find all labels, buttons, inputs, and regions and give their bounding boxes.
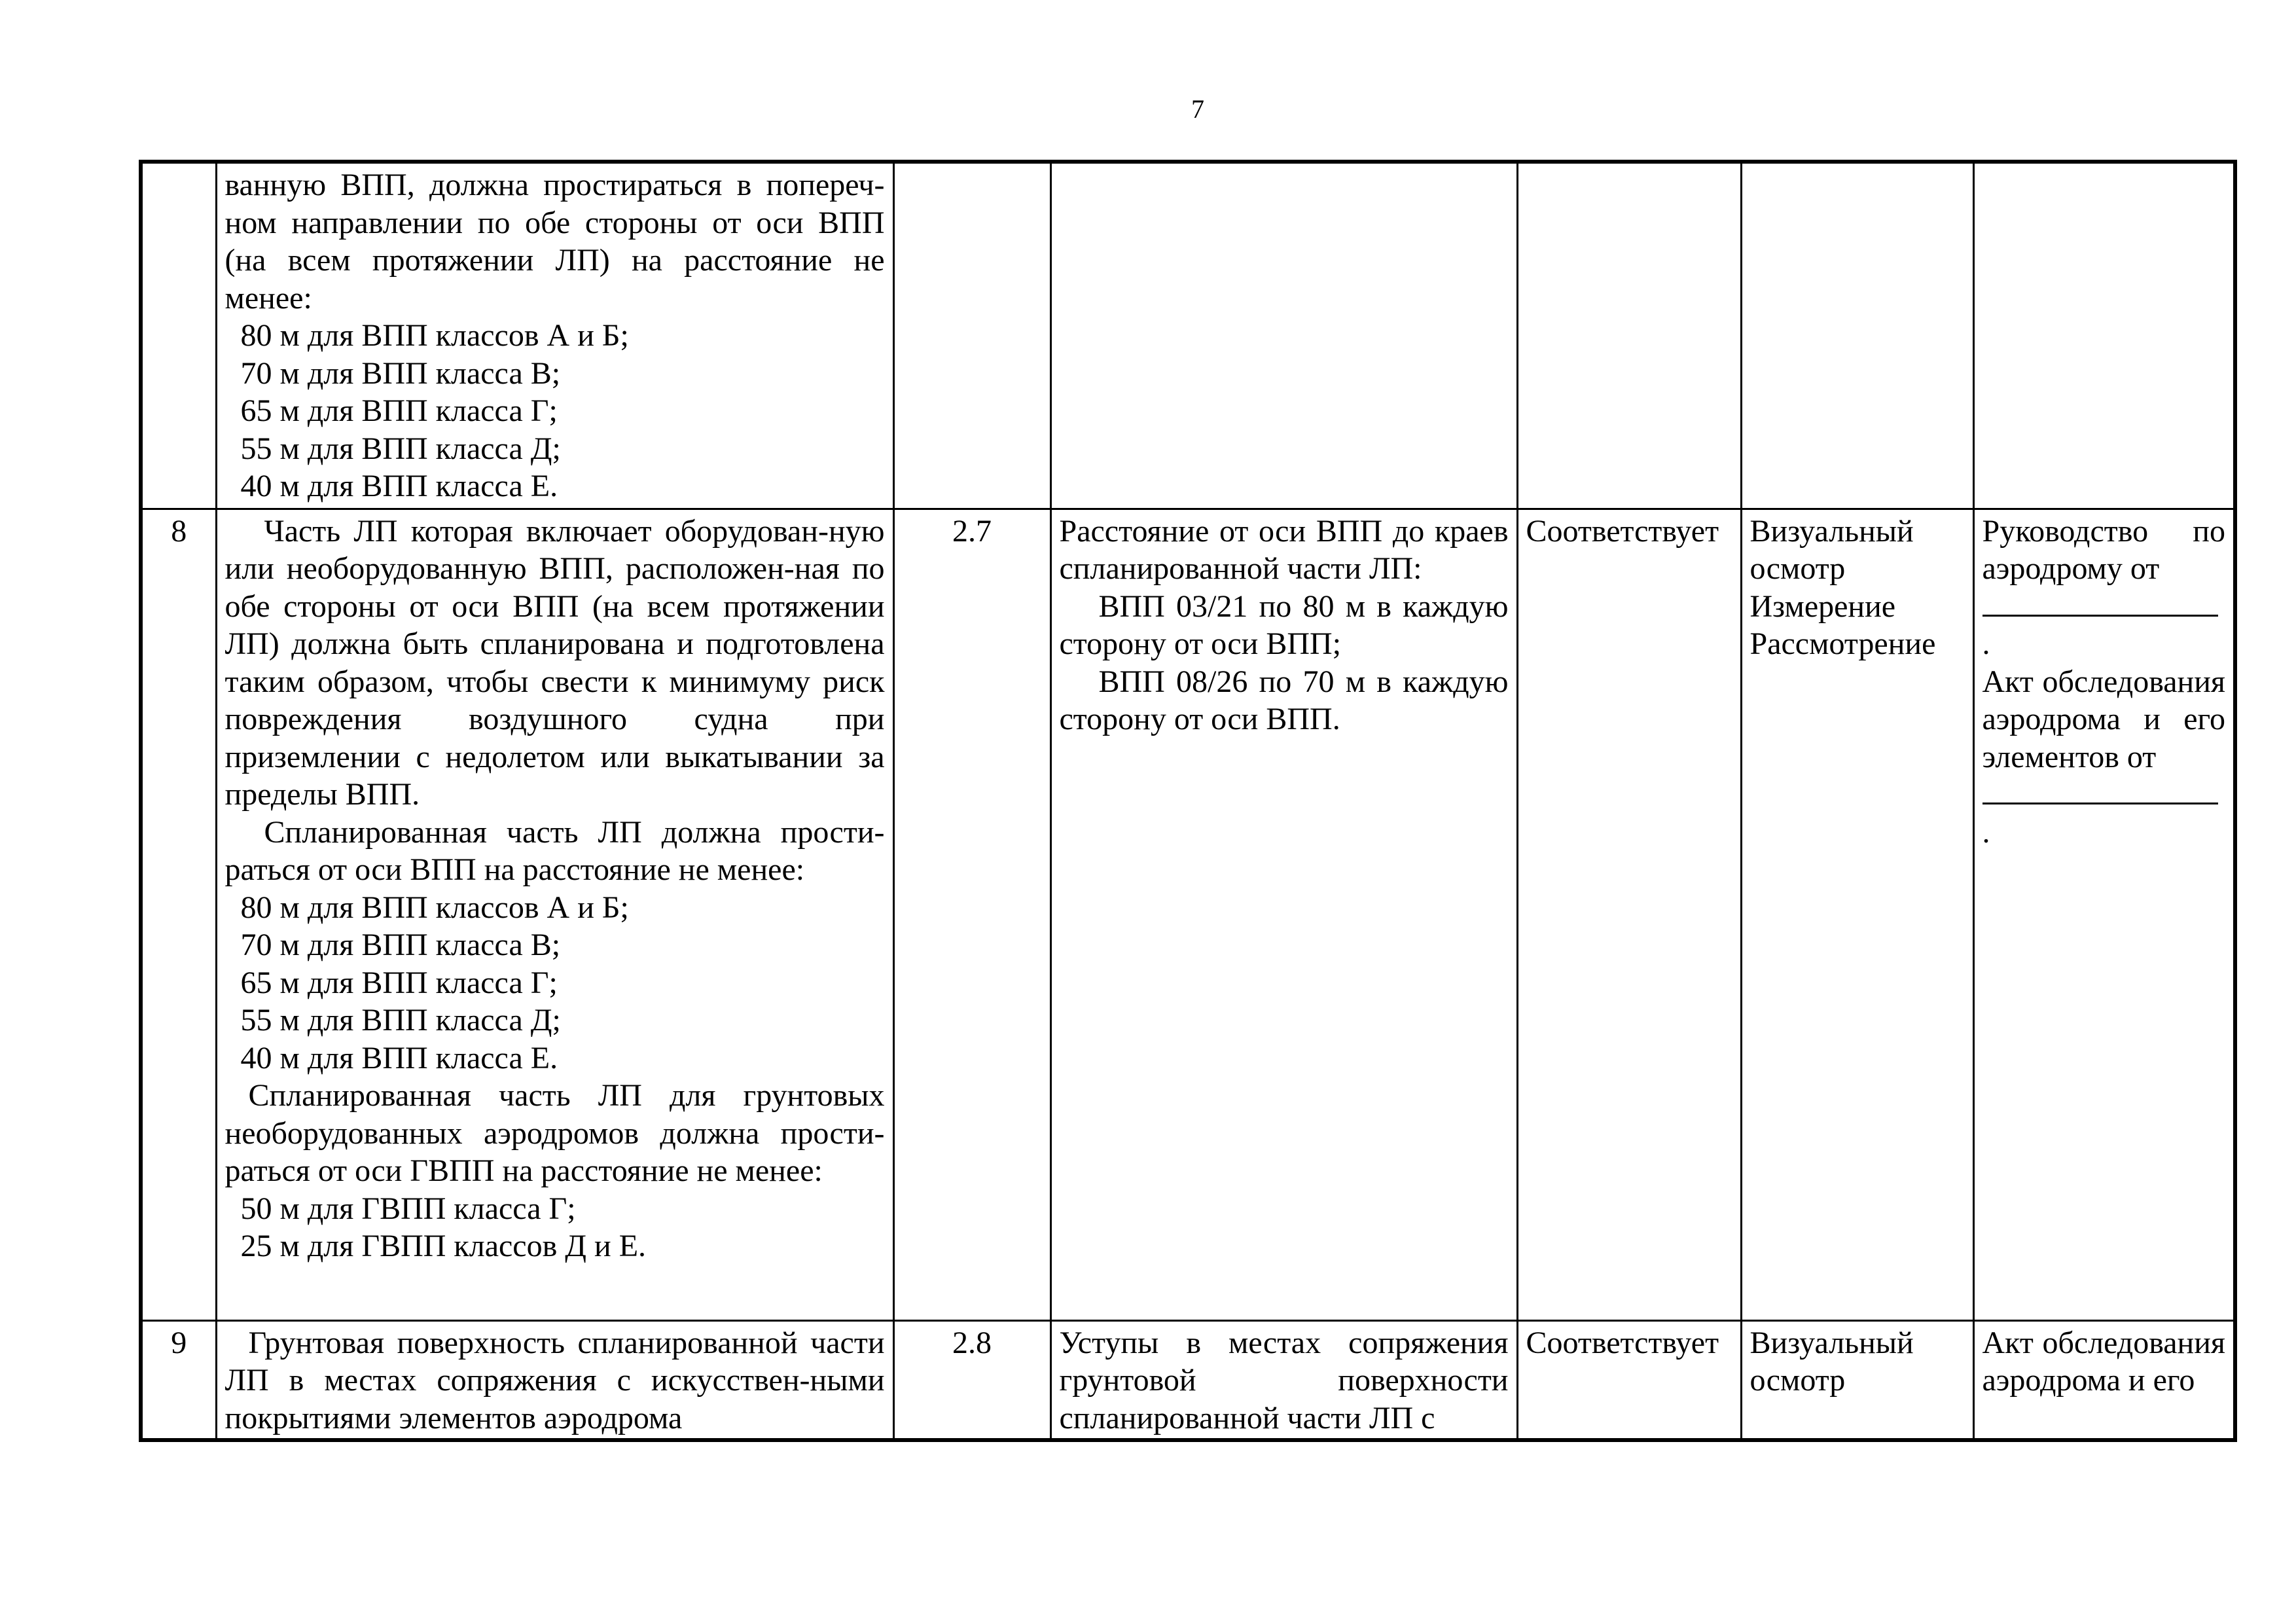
date-blank-line [1982, 776, 2218, 804]
table-row [141, 1320, 2235, 1440]
actual-cell [1050, 1320, 1517, 1440]
requirement-paragraph: Грунтовая поверхность спланированной части ЛП в местах сопряжения с искусствен-ными покрытиями элементов аэродрома [224, 1325, 885, 1435]
document-item: Руководство по аэродрому от . [1982, 513, 2225, 661]
clause-cell [893, 162, 1050, 509]
list-item: 70 м для ВПП класса В; [240, 928, 561, 962]
requirement-cell [216, 509, 893, 1320]
clause-cell: 2.8 [893, 1320, 1050, 1440]
document-text: Руководство по аэродрому от [1982, 513, 2225, 586]
list-item: 65 м для ВПП класса Г; [240, 393, 558, 428]
documents-cell [1973, 1320, 2235, 1440]
page-number: 7 [1191, 94, 1204, 124]
requirement-paragraph: Часть ЛП которая включает оборудован-ную или необорудованную ВПП, расположен-ная по обе стороны от оси ВПП (на всем протяжении ЛП) должна быть спланирована и подготовлена таким образом, чтобы свести к минимуму риск повреждения воздушного судна при приземлении с недолетом или выкатывании за пределы ВПП. [224, 513, 885, 812]
document-item: Акт обследования аэродрома и его [1982, 1325, 2225, 1398]
method-cell [1741, 509, 1973, 1320]
method-cell [1741, 162, 1973, 509]
requirement-cell [216, 162, 893, 509]
list-item: 80 м для ВПП классов А и Б; [240, 318, 629, 353]
list-item: 70 м для ВПП класса В; [240, 355, 561, 391]
requirement-paragraph: Спланированная часть ЛП для грунтовых необорудованных аэродромов должна прости-раться от оси ГВПП на расстояние не менее: [224, 1078, 885, 1188]
actual-paragraph: ВПП 08/26 по 70 м в каждую сторону от оси ВПП. [1059, 664, 1509, 736]
list-item: 65 м для ВПП класса Г; [240, 965, 558, 1000]
compliance-cell: Соответствует [1517, 509, 1741, 1320]
documents-cell [1973, 162, 2235, 509]
list-item: 55 м для ВПП класса Д; [240, 431, 561, 466]
document-text: Акт обследования аэродрома и его элементов от [1982, 664, 2225, 774]
table-row [141, 162, 2235, 509]
list-item: 25 м для ГВПП классов Д и Е. [240, 1229, 647, 1263]
row-number: 8 [141, 509, 216, 1320]
documents-cell [1973, 509, 2235, 1320]
compliance-cell: Соответствует [1517, 1320, 1741, 1440]
compliance-cell [1517, 162, 1741, 509]
compliance-table [139, 160, 2237, 1442]
requirement-paragraph: Спланированная часть ЛП должна прости-раться от оси ВПП на расстояние не менее: [224, 814, 885, 887]
row-number: 9 [141, 1320, 216, 1440]
method-item: Визуальный осмотр [1749, 513, 1914, 586]
requirement-cell [216, 1320, 893, 1440]
list-item: 40 м для ВПП класса Е. [240, 469, 558, 503]
list-item: 55 м для ВПП класса Д; [240, 1003, 561, 1038]
table-row [141, 509, 2235, 1320]
list-item: 80 м для ВПП классов А и Б; [240, 890, 629, 925]
method-item: Измерение [1749, 588, 1896, 624]
row-number [141, 162, 216, 509]
requirement-paragraph: ванную ВПП, должна простираться в попереч-ном направлении по обе стороны от оси ВПП (на всем протяжении ЛП) на расстояние не менее: [224, 168, 885, 316]
actual-cell [1050, 162, 1517, 509]
method-item: Рассмотрение [1749, 626, 1936, 661]
document-item: Акт обследования аэродрома и его элементов от . [1982, 664, 2225, 850]
clause-cell: 2.7 [893, 509, 1050, 1320]
date-blank-line [1982, 588, 2218, 617]
actual-paragraph: Уступы в местах сопряжения грунтовой поверхности спланированной части ЛП с [1059, 1325, 1509, 1435]
actual-paragraph: ВПП 03/21 по 80 м в каждую сторону от оси ВПП; [1059, 588, 1509, 661]
method-cell: Визуальный осмотр [1741, 1320, 1973, 1440]
list-item: 50 м для ГВПП класса Г; [240, 1191, 576, 1226]
actual-paragraph: Расстояние от оси ВПП до краев спланированной части ЛП: [1059, 513, 1509, 586]
requirement-clip [225, 1324, 885, 1435]
documents-clip [1982, 1324, 2226, 1435]
list-item: 40 м для ВПП класса Е. [240, 1040, 558, 1075]
actual-clip [1060, 1324, 1509, 1435]
actual-cell [1050, 509, 1517, 1320]
